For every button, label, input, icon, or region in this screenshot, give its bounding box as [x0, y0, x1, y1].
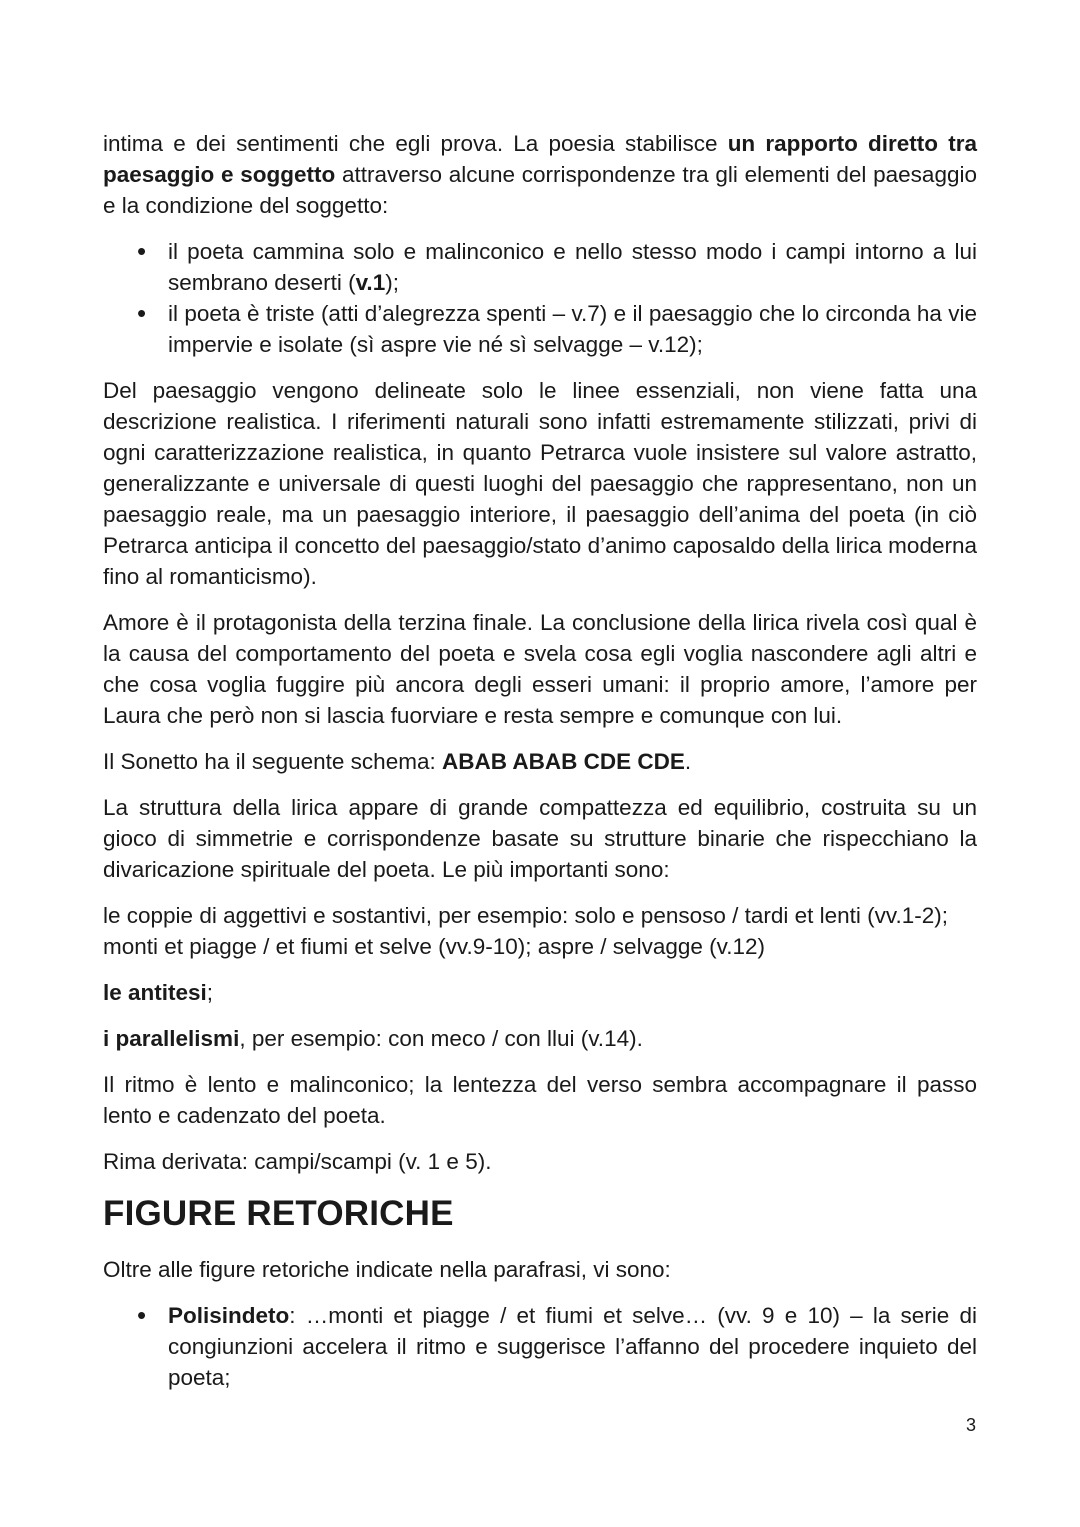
paragraph-structure: La struttura della lirica appare di grande compattezza ed equilibrio, costruita su un gioco di simmetrie e corrispondenze basate su strutture binarie che rispecchiano la divaricazione spirituale del poeta. Le più importanti sono: — [103, 795, 977, 882]
bold-text: v.1 — [355, 270, 386, 295]
page-content — [103, 128, 977, 1408]
text: il poeta è triste (atti d’alegrezza spenti – v.7) e il paesaggio che lo circonda ha vie impervie e isolate (sì aspre vie né sì selvagge – v.12); — [168, 301, 977, 357]
paragraph-landscape: Del paesaggio vengono delineate solo le linee essenziali, non viene fatta una descrizione realistica. I riferimenti naturali sono infatti estremamente stilizzati, privi di ogni caratterizzazione realistica, in quanto Petrarca vuole insistere sul valore astratto, generalizzante e universale di questi luoghi del paesaggio che rappresentano, non un paesaggio reale, ma un paesaggio interiore, il paesaggio dell’anima del poeta (in ciò Petrarca anticipa il concetto del paesaggio/stato d’animo caposaldo della lirica moderna fino al romanticismo). — [103, 378, 977, 589]
bold-text: le antitesi — [103, 980, 207, 1005]
section-heading: FIGURE RETORICHE — [103, 1194, 454, 1233]
list-item — [103, 236, 977, 298]
bold-text: un rapporto diretto tra paesaggio e soggetto — [103, 131, 977, 187]
text: , per esempio: con meco / con llui (v.14). — [239, 1026, 643, 1051]
list-item — [103, 1300, 977, 1393]
paragraph-parallelisms — [103, 1023, 977, 1054]
text: attraverso alcune corrispondenze tra gli elementi del paesaggio e la condizione del soggetto: — [103, 162, 977, 218]
text: Il Sonetto ha il seguente schema: — [103, 749, 442, 774]
paragraph-love: Amore è il protagonista della terzina finale. La conclusione della lirica rivela così qual è la causa del comportamento del poeta e svela cosa egli voglia nascondere agli altri e che cosa voglia fuggire più ancora degli esseri umani: il proprio amore, l’amore per Laura che però non si lascia fuorviare e resta sempre e comunque con lui. — [103, 610, 977, 728]
page-number: 3 — [965, 1415, 976, 1435]
paragraph-couples: le coppie di aggettivi e sostantivi, per esempio: solo e pensoso / tardi et lenti (vv.1-2); monti et piagge / et fiumi et selve (vv.9-10); aspre / selvagge (v.12) — [103, 903, 949, 959]
paragraph-intro — [103, 128, 977, 221]
paragraph-figures-intro: Oltre alle figure retoriche indicate nella parafrasi, vi sono: — [103, 1257, 671, 1282]
bullet-list-correspondences — [103, 236, 977, 360]
paragraph-antithesis — [103, 977, 977, 1008]
paragraph-rhyme: Rima derivata: campi/scampi (v. 1 e 5). — [103, 1149, 492, 1174]
text: ; — [206, 980, 214, 1005]
text: . — [684, 749, 692, 774]
text: intima e dei sentimenti che egli prova. La poesia stabilisce — [103, 131, 728, 156]
paragraph-rhythm: Il ritmo è lento e malinconico; la lentezza del verso sembra accompagnare il passo lento e cadenzato del poeta. — [103, 1072, 977, 1128]
text: il poeta cammina solo e malinconico e nello stesso modo i campi intorno a lui sembrano deserti ( — [168, 239, 977, 295]
bold-text: Polisindeto — [168, 1303, 290, 1328]
list-item — [103, 298, 977, 360]
bold-text: i parallelismi — [103, 1026, 240, 1051]
paragraph-scheme — [103, 746, 977, 777]
bullet-list-figures — [103, 1300, 977, 1393]
text: ); — [385, 270, 399, 295]
bold-text: ABAB ABAB CDE CDE — [441, 749, 685, 774]
text: : …monti et piagge / et fiumi et selve… (vv. 9 e 10) – la serie di congiunzioni accelera il ritmo e suggerisce l’affanno del procedere inquieto del poeta; — [168, 1303, 977, 1390]
